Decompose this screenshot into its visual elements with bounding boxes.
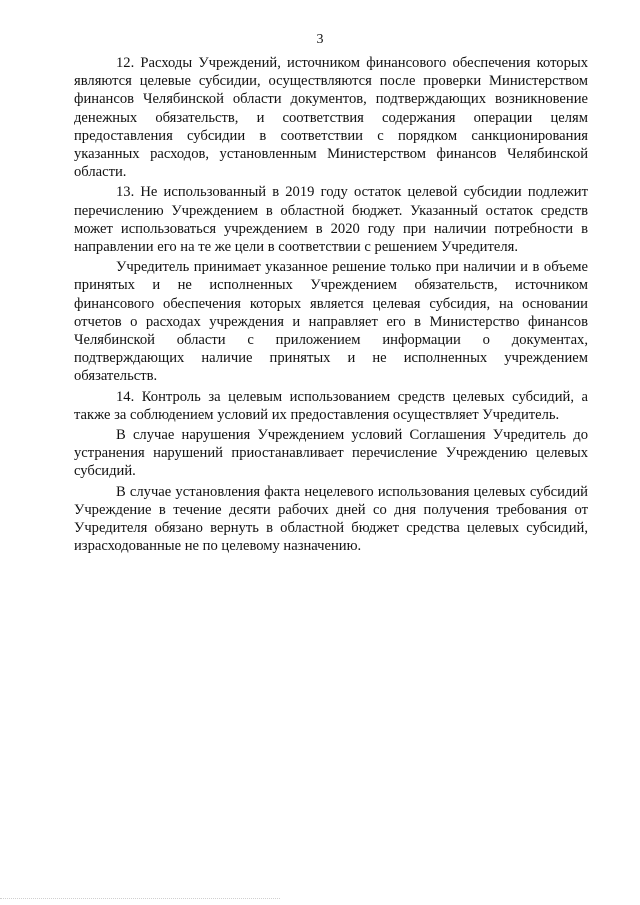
page-number: 3 — [316, 32, 324, 47]
paragraph-12-expenses: 12. Расходы Учреждений, источником финансового обеспечения которых являются целевые субсидии, осуществляются после проверки Министерством финансов Челябинской области документов, подтверждающих возникновение денежных обязательств, и соответствия содержания операции целям предоставления субсидии в соответствии с порядком санкционирования указанных расходов, установленным Министерством финансов Челябинской области. — [74, 55, 588, 181]
paragraph-14-control: 14. Контроль за целевым использованием средств целевых субсидий, а также за соблюдением условий их предоставления осуществляет Учредитель. — [74, 388, 588, 423]
paragraph-violation-suspension: В случае нарушения Учреждением условий Соглашения Учредитель до устранения нарушений приостанавливает перечисление Учреждению целевых субсидий. — [74, 427, 588, 480]
paragraph-founder-decision: Учредитель принимает указанное решение только при наличии и в объеме принятых и не исполненных Учреждением обязательств, источником финансового обеспечения которых является целевая субсидия, на основании отчетов о расходах учреждения и направляет его в Министерство финансов Челябинской области с приложением информации о документах, подтверждающих наличие принятых и не исполненных учреждением обязательств. — [74, 259, 588, 385]
paragraph-13-remaining-balance: 13. Не использованный в 2019 году остаток целевой субсидии подлежит перечислению Учреждением в областной бюджет. Указанный остаток средств может использоваться учреждением в 2020 году при наличии потребности в направлении его на те же цели в соответствии с решением Учредителя. — [74, 184, 588, 256]
document-body — [74, 54, 588, 555]
paragraph-misuse-refund: В случае установления факта нецелевого использования целевых субсидий Учреждение в течение десяти рабочих дней со дня получения требования от Учредителя обязано вернуть в областной бюджет средства целевых субсидий, израсходованные не по целевому назначению. — [74, 483, 588, 555]
scan-artifact-divider — [0, 898, 280, 899]
